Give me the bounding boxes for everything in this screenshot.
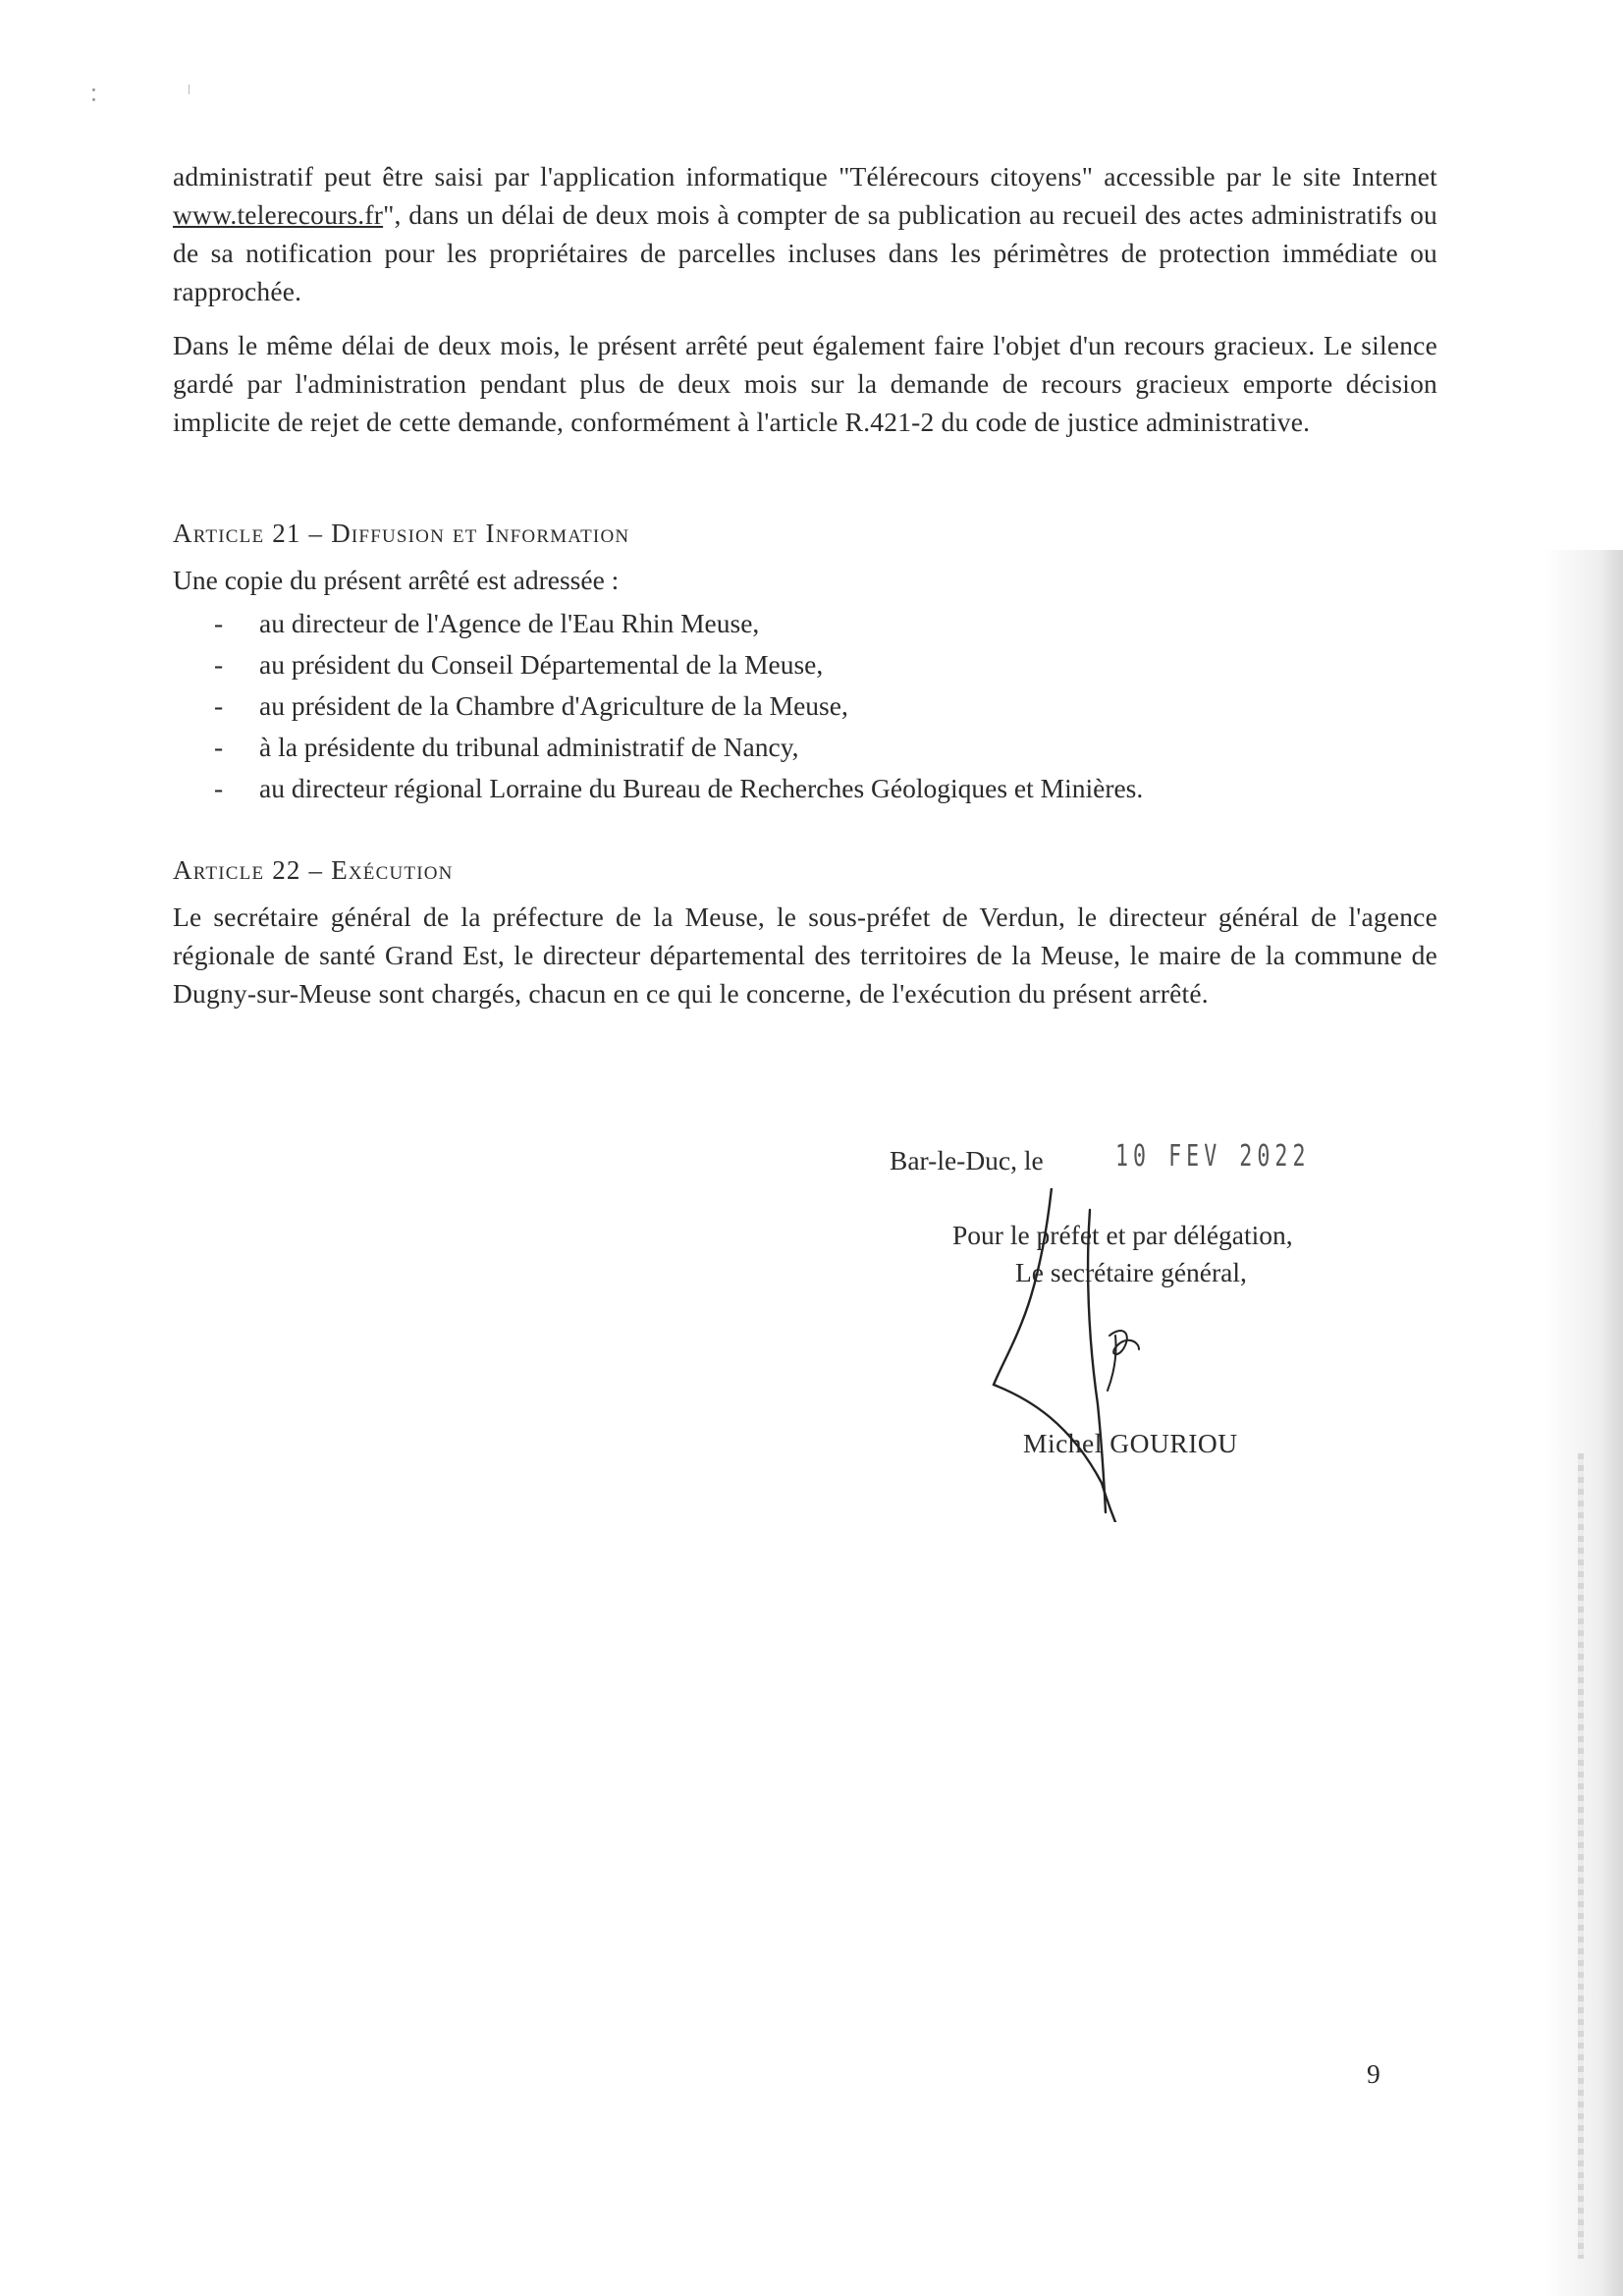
article-22-text: Le secrétaire général de la préfecture de la Meuse, le sous-préfet de Verdun, le directeur général de l'agence régionale de santé Grand Est, le directeur départemental des territoires de la Meuse, le maire de la commune de Dugny-sur-Meuse sont chargés, chacun en ce qui le concerne, de l'exécution du présent arrêté. (173, 902, 1437, 1009)
signer-title: Le secrétaire général, (1015, 1257, 1247, 1287)
scan-artifact-dots (92, 88, 98, 114)
page-number: 9 (1367, 2058, 1380, 2089)
article-22-heading: Article 22 – Exécution (173, 855, 454, 885)
list-item: - au président de la Chambre d'Agriculture de la Meuse, (173, 685, 1437, 727)
delegation-line: Pour le préfet et par délégation, (952, 1220, 1293, 1250)
recours-gracieux-paragraph: Dans le même délai de deux mois, le présent arrêté peut également faire l'objet d'un recours gracieux. Le silence gardé par l'administration pendant plus de deux mois sur la demande de recours gracieux emporte décision implicite de rejet de cette demande, conformément à l'article R.421-2 du code de justice administrative. (173, 330, 1437, 437)
list-item: - à la présidente du tribunal administratif de Nancy, (173, 727, 1437, 768)
list-item: - au président du Conseil Départemental de la Meuse, (173, 644, 1437, 685)
handwritten-signature (992, 1188, 1227, 1522)
place-and-date-label: Bar-le-Duc, le (890, 1145, 1044, 1175)
recipient-list (173, 603, 1437, 809)
list-item: - au directeur régional Lorraine du Bureau de Recherches Géologiques et Minières. (173, 768, 1437, 809)
date-stamp: 10 FEV 2022 (1115, 1139, 1311, 1174)
document-body (173, 157, 1437, 1028)
recours-text: administratif peut être saisi par l'application informatique "Télérecours citoyens" accessible par le site Internet (173, 161, 1437, 191)
scan-page-edge-shadow (1544, 550, 1623, 2296)
article-21-intro: Une copie du présent arrêté est adressée : (173, 565, 620, 595)
telerecours-link[interactable]: www.telerecours.fr (173, 199, 384, 230)
recours-text-continued: ", dans un délai de deux mois à compter de sa publication au recueil des actes administratifs ou de sa notification pour les propriétaires de parcelles incluses dans les périmètres de protection immédiate ou rapprochée. (173, 199, 1437, 306)
recours-paragraph (173, 157, 1437, 310)
article-21-heading: Article 21 – Diffusion et Information (173, 519, 630, 548)
list-item: - au directeur de l'Agence de l'Eau Rhin Meuse, (173, 603, 1437, 644)
signer-name: Michel GOURIOU (1023, 1428, 1238, 1458)
scan-binding-marks (1578, 1453, 1584, 2259)
